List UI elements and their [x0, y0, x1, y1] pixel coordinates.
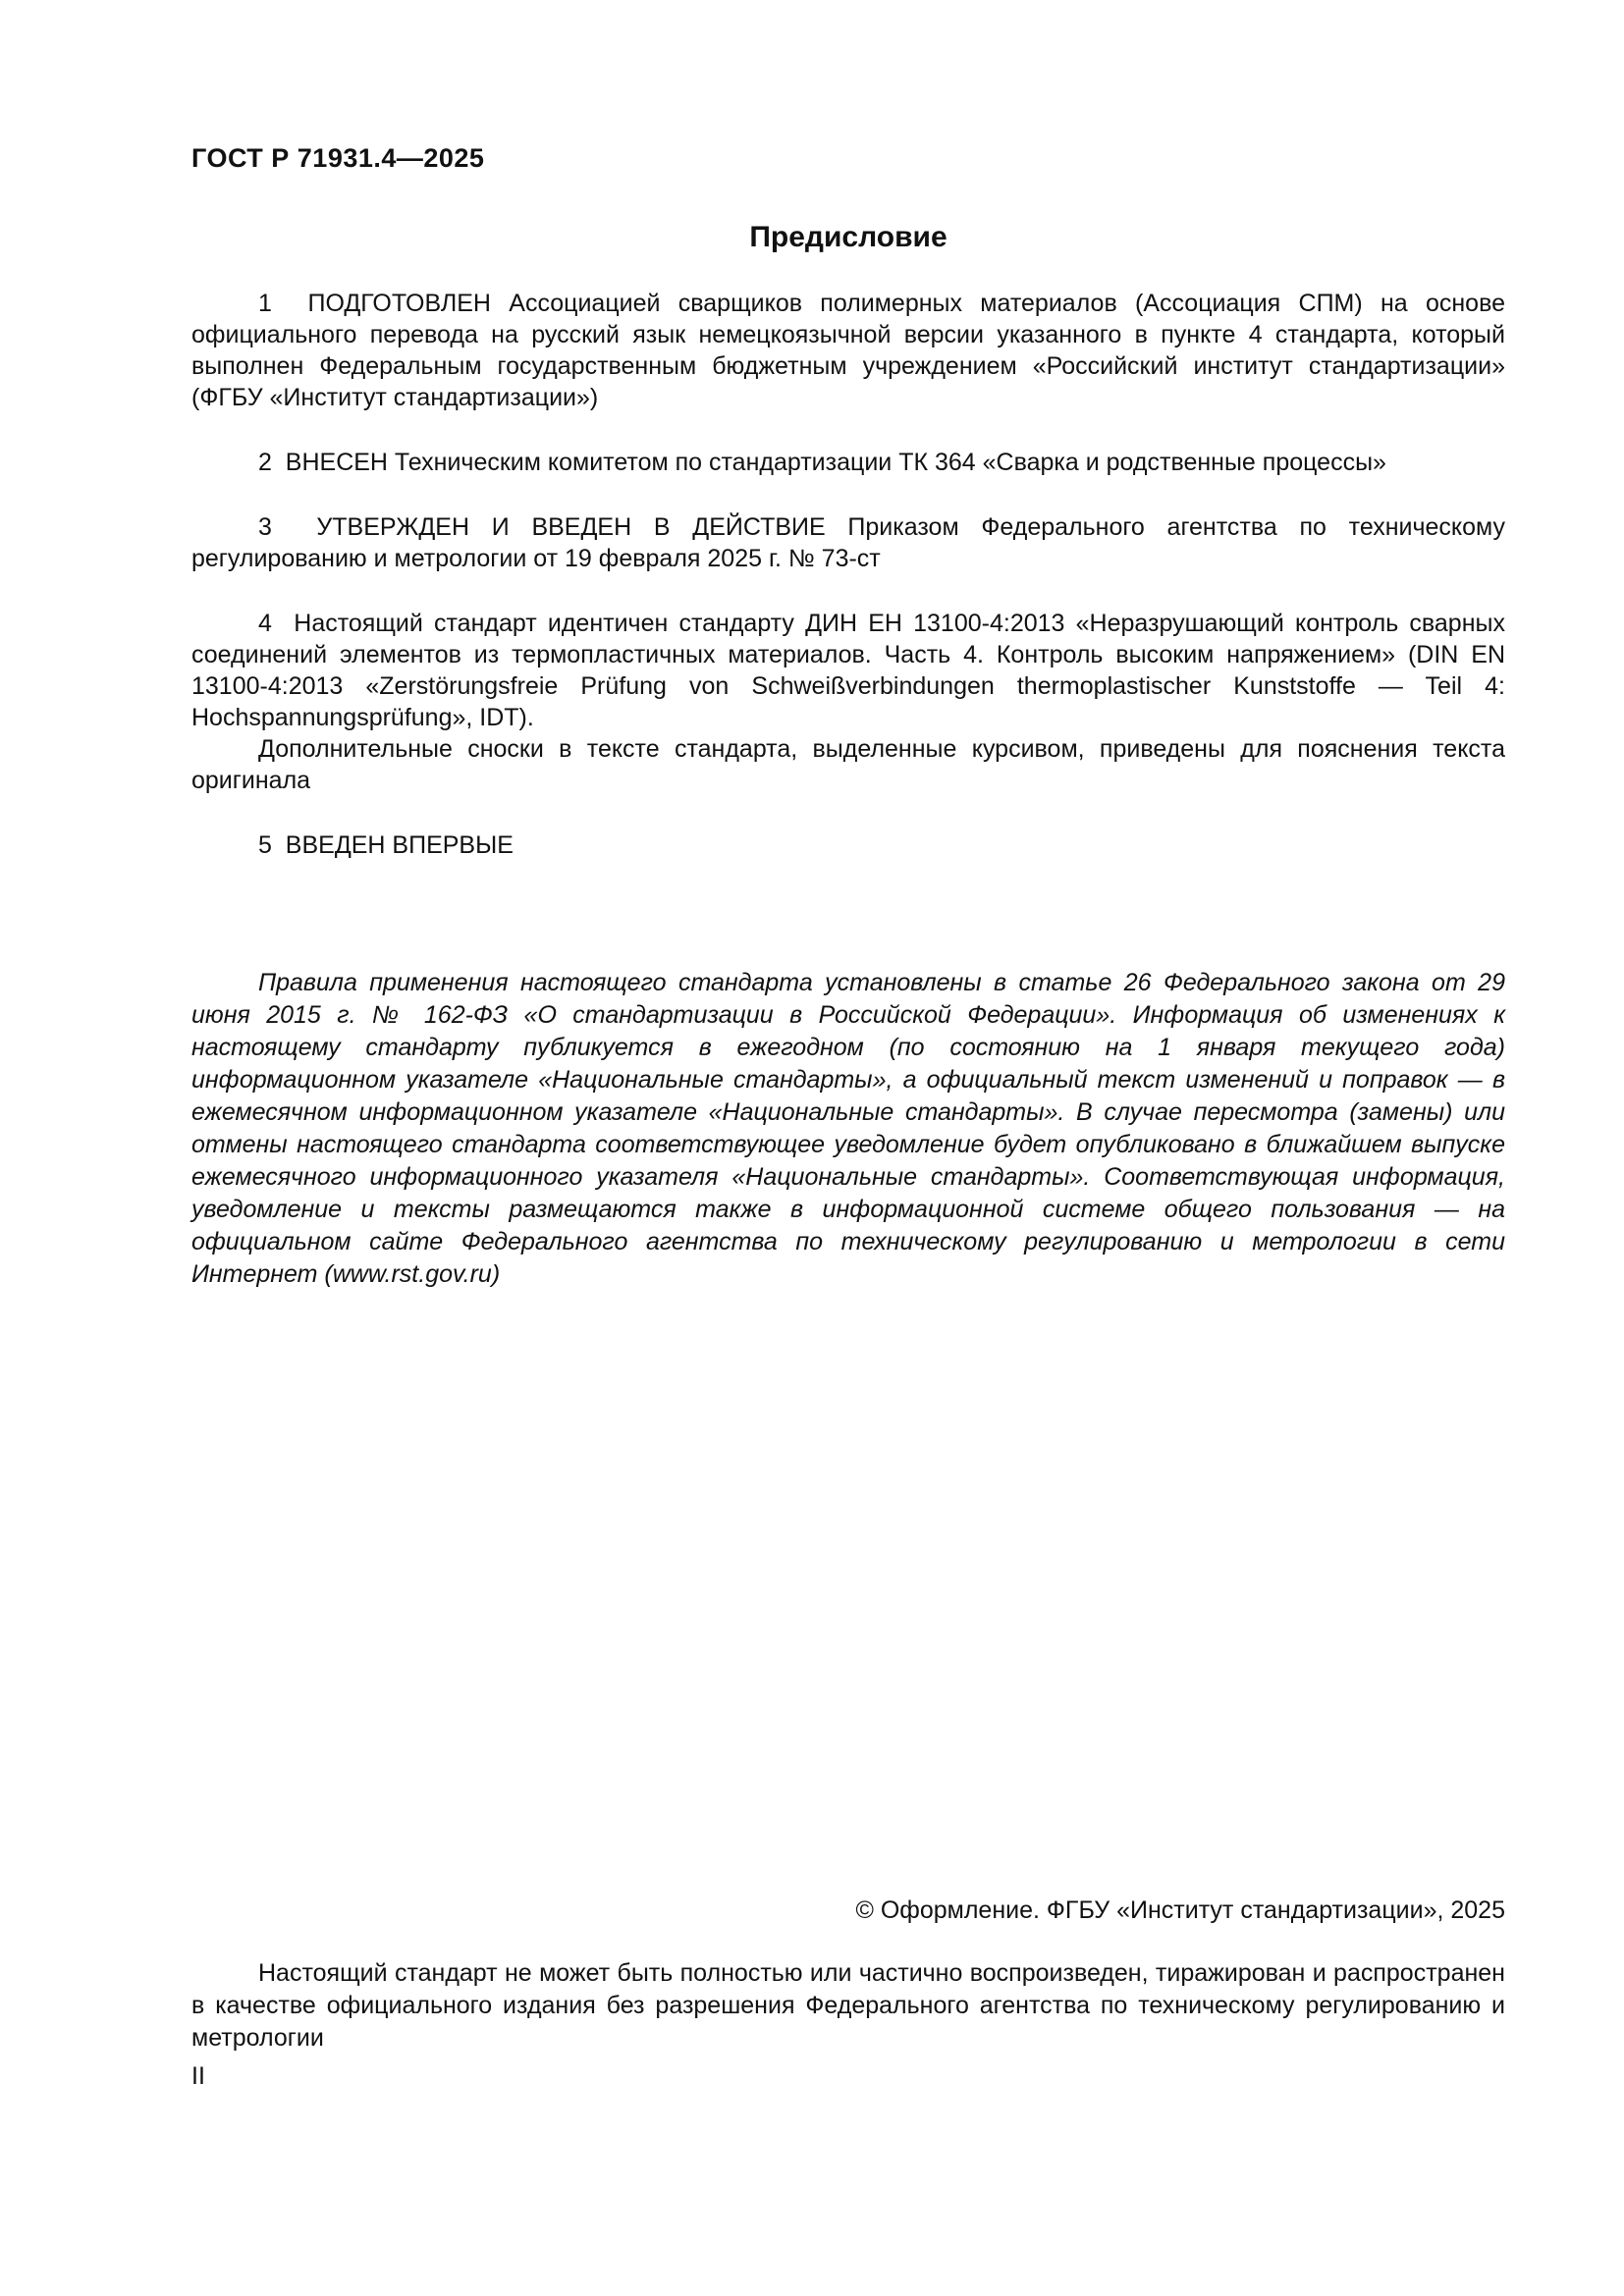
legal-application-note: Правила применения настоящего стандарта установлены в статье 26 Федерального закона от 29 июня 2015 г. № 162-ФЗ «О стандартизации в Российской Федерации». Информация об изменениях к настоящему стандарту публикуется в ежегодном (по состоянию на 1 января текущего года) информационном указателе «Национальные стандарты», а официальный текст изменений и поправок — в ежемесячном информационном указателе «Национальные стандарты». В случае пересмотра (замены) или отмены настоящего стандарта соответствующее уведомление будет опубликовано в ближайшем выпуске ежемесячного информационного указателя «Национальные стандарты». Соответствующая информация, уведомление и тексты размещаются также в информационной системе общего пользования — на официальном сайте Федерального агентства по техническому регулированию и метрологии в сети Интернет (www.rst.gov.ru) [191, 969, 1505, 1288]
foreword-item-5: 5 ВВЕДЕН ВПЕРВЫЕ [258, 831, 514, 859]
foreword-item-2: 2 ВНЕСЕН Техническим комитетом по стандартизации ТК 364 «Сварка и родственные процессы» [258, 449, 1386, 476]
page-footer-block [191, 1895, 1505, 2092]
standard-number-header: ГОСТ Р 71931.4—2025 [191, 143, 485, 173]
page-number: II [191, 2062, 205, 2090]
foreword-item-3: 3 УТВЕРЖДЕН И ВВЕДЕН В ДЕЙСТВИЕ Приказом Федерального агентства по техническому регулированию и метрологии от 19 февраля 2025 г. № 73-ст [191, 513, 1505, 572]
document-content [191, 0, 1505, 1291]
page-title: Предисловие [749, 221, 947, 253]
foreword-item-4: 4 Настоящий стандарт идентичен стандарту ДИН ЕН 13100-4:2013 «Неразрушающий контроль сварных соединений элементов из термопластичных материалов. Часть 4. Контроль высоким напряжением» (DIN EN 13100-4:2013 «Zerstörungsfreie Prüfung von Schweißverbindungen thermoplastischer Kunststoffe — Teil 4: Hochspannungsprüfung», IDT). [191, 610, 1505, 731]
copyright-line: © Оформление. ФГБУ «Институт стандартизации», 2025 [855, 1896, 1505, 1924]
foreword-item-4-note: Дополнительные сноски в тексте стандарта, выделенные курсивом, приведены для пояснения текста оригинала [191, 735, 1505, 794]
foreword-item-1: 1 ПОДГОТОВЛЕН Ассоциацией сварщиков полимерных материалов (Ассоциация СПМ) на основе официального перевода на русский язык немецкоязычной версии указанного в пункте 4 стандарта, который выполнен Федеральным государственным бюджетным учреждением «Российский институт стандартизации» (ФГБУ «Институт стандартизации») [191, 290, 1505, 411]
distribution-restriction-note: Настоящий стандарт не может быть полностью или частично воспроизведен, тиражирован и распространен в качестве официального издания без разрешения Федерального агентства по техническому регулированию и метрологии [191, 1959, 1505, 2052]
